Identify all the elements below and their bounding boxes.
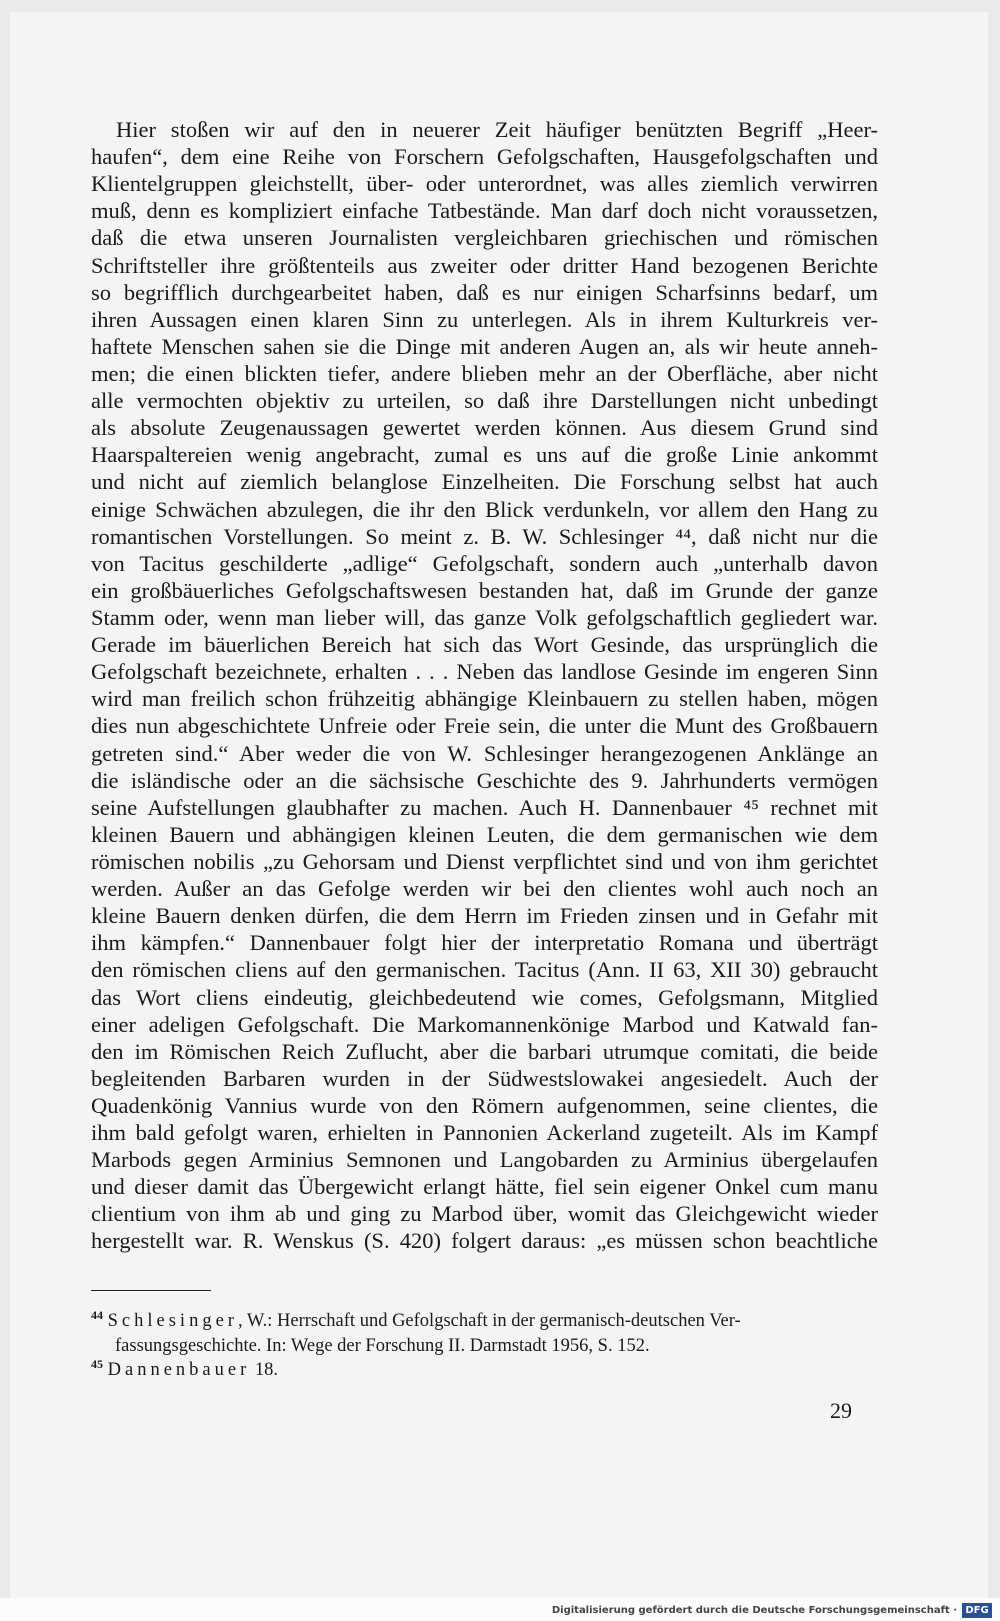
text-line: so begrifflich durchgearbeitet haben, daß es nur einigen Scharfsinns bedarf, um bbox=[91, 279, 878, 305]
text-line: Hier stoßen wir auf den in neuerer Zeit häufiger benützten Begriff „Heer- bbox=[116, 117, 878, 142]
text-line: hergestellt war. R. Wenskus (S. 420) folgert daraus: „es müssen schon beachtliche bbox=[91, 1228, 878, 1254]
book-page bbox=[10, 12, 988, 1598]
text-line: dies nun abgeschichtete Unfreie oder Freie sein, die unter die Munt des Großbauern bbox=[91, 713, 878, 739]
footnote-45 bbox=[91, 1358, 878, 1383]
footnote-text: , W.: Herrschaft und Gefolgschaft in der germanisch-deutschen Ver- bbox=[237, 1311, 741, 1331]
text-line: Marbods gegen Arminius Semnonen und Langobarden zu Arminius übergelaufen bbox=[91, 1147, 878, 1173]
text-line: Haarspaltereien wenig angebracht, zumal es uns auf die große Linie ankommt bbox=[91, 442, 878, 468]
text-line: muß, denn es kompliziert einfache Tatbestände. Man darf doch nicht voraussetzen, bbox=[91, 198, 878, 224]
text-line: haftete Menschen sahen sie die Dinge mit anderen Augen an, als wir heute anneh- bbox=[91, 333, 878, 359]
text-line: Schriftsteller ihre größtenteils aus zweiter oder dritter Hand bezogenen Berichte bbox=[91, 252, 878, 278]
footnotes bbox=[91, 1309, 878, 1383]
text-line: und dieser damit das Übergewicht erlangt hätte, fiel sein eigener Onkel cum manu bbox=[91, 1174, 878, 1200]
text-line: Stamm oder, wenn man lieber will, das ganze Volk gefolgschaftlich gegliedert war. bbox=[91, 604, 878, 630]
text-line: haufen“, dem eine Reihe von Forschern Gefolgschaften, Hausgefolgschaften und bbox=[91, 144, 878, 170]
footnote-text: 18. bbox=[250, 1360, 278, 1380]
text-line: kleinen Bauern und abhängigen kleinen Leuten, die dem germanischen wie dem bbox=[91, 821, 878, 847]
text-line: Quadenkönig Vannius wurde von den Römern aufgenommen, seine clientes, die bbox=[91, 1092, 878, 1118]
text-line: men; die einen blickten tiefer, andere blieben mehr an der Oberfläche, aber nicht bbox=[91, 360, 878, 386]
footnote-separator bbox=[91, 1290, 211, 1291]
text-line: begleitenden Barbaren wurden in der Südwestslowakei angesiedelt. Auch der bbox=[91, 1065, 878, 1091]
text-line: seine Aufstellungen glaubhafter zu machen. Auch H. Dannenbauer ⁴⁵ rechnet mit bbox=[91, 794, 878, 820]
text-line: wird man freilich schon frühzeitig abhängige Kleinbauern zu stellen haben, mögen bbox=[91, 686, 878, 712]
text-line: römischen nobilis „zu Gehorsam und Dienst verpflichtet sind und von ihm gerichtet bbox=[91, 848, 878, 874]
text-line: ein großbäuerliches Gefolgschaftswesen bestanden hat, daß im Grunde der ganze bbox=[91, 577, 878, 603]
text-line: als absolute Zeugenaussagen gewertet werden können. Aus diesem Grund sind bbox=[91, 415, 878, 441]
footnote-author: Schlesinger bbox=[107, 1311, 238, 1331]
text-line: ihm kämpfen.“ Dannenbauer folgt hier der interpretatio Romana und überträgt bbox=[91, 930, 878, 956]
text-line: getreten sind.“ Aber weder die von W. Schlesinger herangezogenen Anklänge an bbox=[91, 740, 878, 766]
text-line: clientium von ihm ab und ging zu Marbod über, womit das Gleichgewicht wieder bbox=[91, 1201, 878, 1227]
text-line: den römischen cliens auf den germanischen. Tacitus (Ann. II 63, XII 30) gebraucht bbox=[91, 957, 878, 983]
funding-credit: Digitalisierung gefördert durch die Deutsche Forschungsgemeinschaft · bbox=[551, 1605, 957, 1616]
page-number: 29 bbox=[830, 1398, 852, 1423]
footnote-marker: 44 bbox=[91, 1307, 103, 1322]
text-line: das Wort cliens eindeutig, gleichbedeutend wie comes, Gefolgsmann, Mitglied bbox=[91, 984, 878, 1010]
text-line: von Tacitus geschilderte „adlige“ Gefolgschaft, sondern auch „unterhalb davon bbox=[91, 550, 878, 576]
text-line: romantischen Vorstellungen. So meint z. B. W. Schlesinger ⁴⁴, daß nicht nur die bbox=[91, 523, 878, 549]
text-line: einer adeligen Gefolgschaft. Die Markomannenkönige Marbod und Katwald fan- bbox=[91, 1011, 878, 1037]
footnote-44-continuation: fassungsgeschichte. In: Wege der Forschung II. Darmstadt 1956, S. 152. bbox=[115, 1335, 650, 1356]
text-line: die isländische oder an die sächsische Geschichte des 9. Jahrhunderts vermögen bbox=[91, 767, 878, 793]
text-line: Gefolgschaft bezeichnete, erhalten . . . Neben das landlose Gesinde im engeren Sinn bbox=[91, 659, 878, 685]
main-text-block bbox=[91, 116, 878, 1255]
text-line: Klientelgruppen gleichstellt, über- oder unterordnet, was alles ziemlich verwirren bbox=[91, 171, 878, 197]
text-line: und nicht auf ziemlich belanglose Einzelheiten. Die Forschung selbst hat auch bbox=[91, 469, 878, 495]
footnote-author: Dannenbauer bbox=[107, 1360, 251, 1380]
text-line: kleine Bauern denken dürfen, die dem Herrn im Frieden zinsen und in Gefahr mit bbox=[91, 903, 878, 929]
text-line: alle vermochten objektiv zu urteilen, so daß ihre Darstellungen nicht unbedingt bbox=[91, 388, 878, 414]
text-line: Gerade im bäuerlichen Bereich hat sich das Wort Gesinde, das ursprünglich die bbox=[91, 632, 878, 658]
text-line: daß die etwa unseren Journalisten vergleichbaren griechischen und römischen bbox=[91, 225, 878, 251]
dfg-logo-icon: DFG bbox=[962, 1603, 992, 1618]
footnote-44 bbox=[91, 1309, 878, 1334]
footnote-marker: 45 bbox=[91, 1356, 103, 1371]
text-line: den im Römischen Reich Zuflucht, aber die barbari utrumque comitati, die beide bbox=[91, 1038, 878, 1064]
text-line: ihm bald gefolgt waren, erhielten in Pannonien Ackerland zugeteilt. Als im Kampf bbox=[91, 1120, 878, 1146]
text-line: werden. Außer an das Gefolge werden wir bei den clientes wohl auch noch an bbox=[91, 876, 878, 902]
text-line: ihren Aussagen einen klaren Sinn zu unterlegen. Als in ihrem Kulturkreis ver- bbox=[91, 306, 878, 332]
text-line: einige Schwächen abzulegen, die ihr den Blick verdunkeln, vor allem den Hang zu bbox=[91, 496, 878, 522]
